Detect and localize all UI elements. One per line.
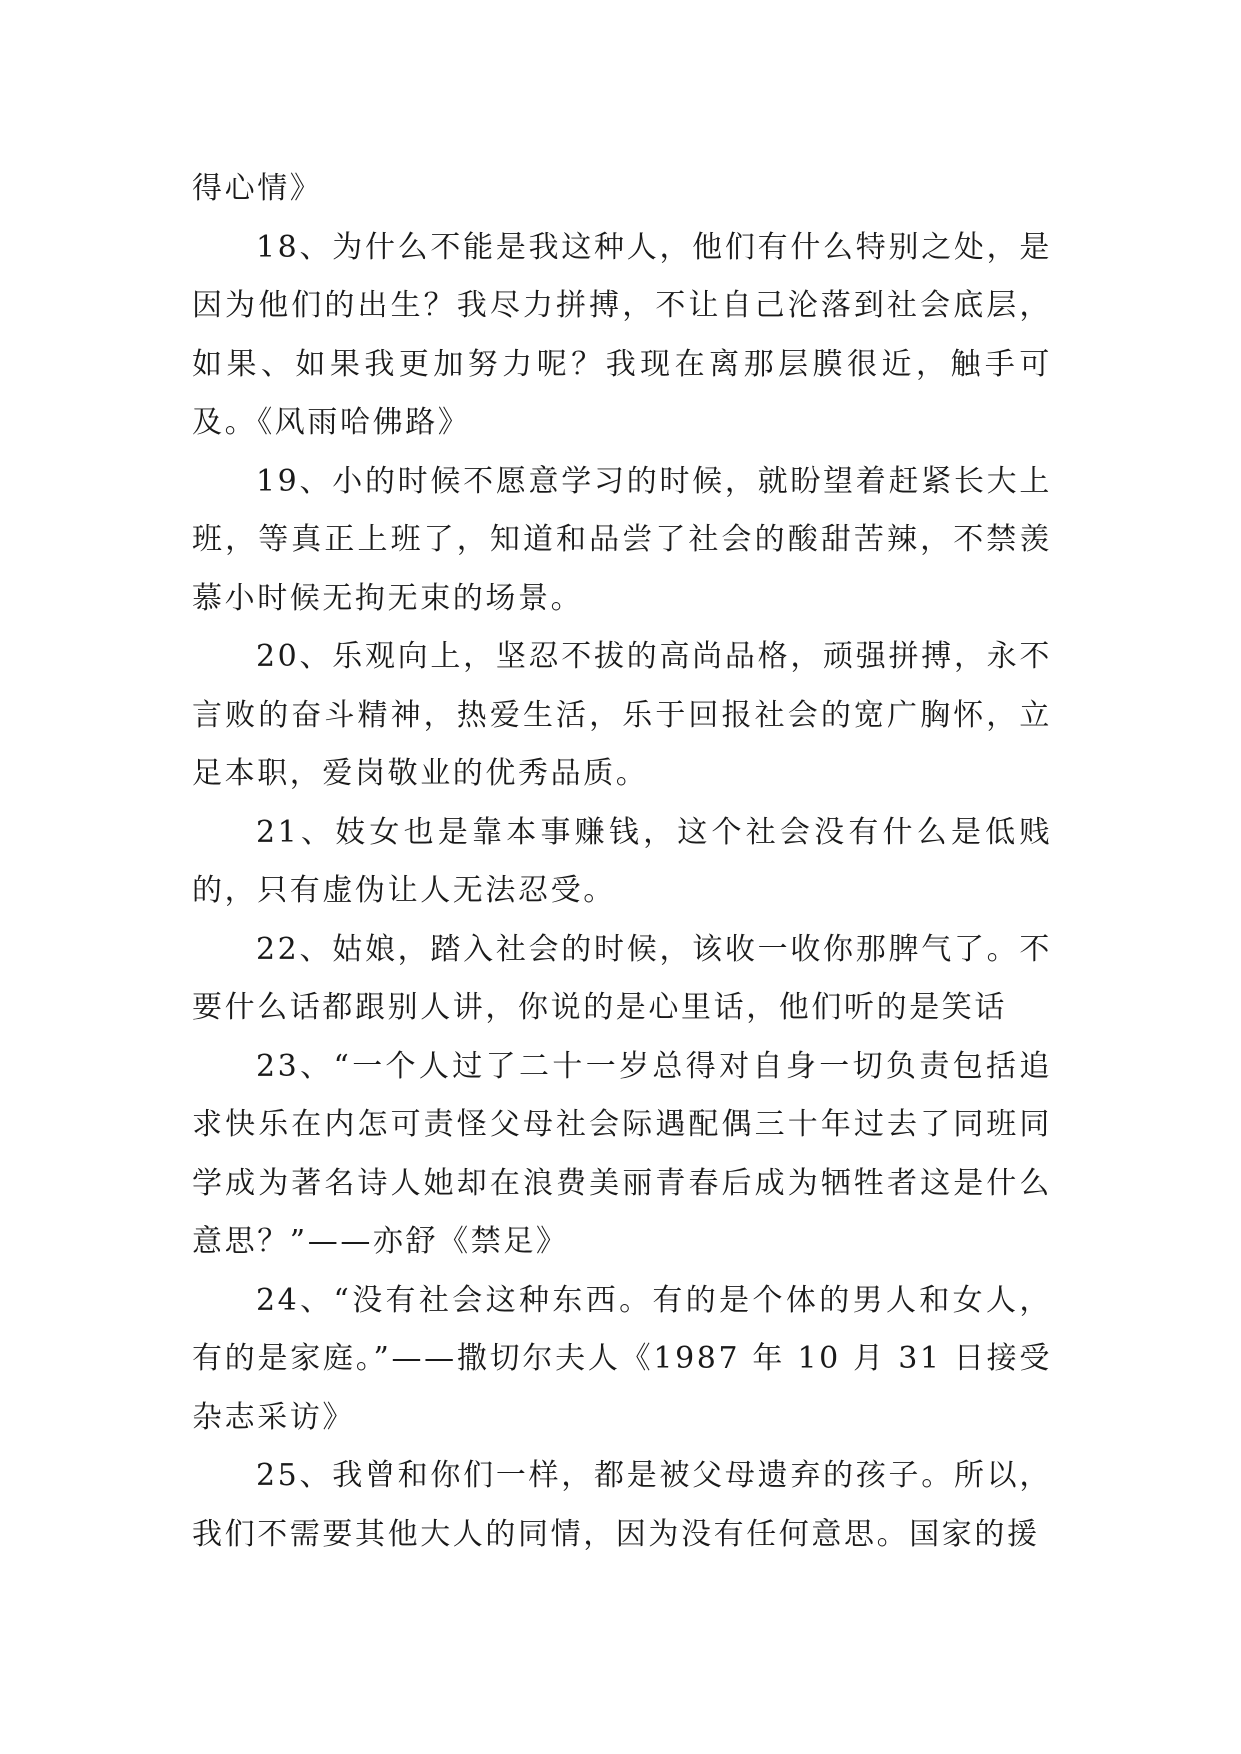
paragraph-item-23: 23、“一个人过了二十一岁总得对自身一切负责包括追求快乐在内怎可责怪父母社会际遇配偶三十年过去了同班同学成为著名诗人她却在浪费美丽青春后成为牺牲者这是什么意思？”——亦舒《禁足》 [192,1048,1052,1259]
paragraph-item-18: 18、为什么不能是我这种人，他们有什么特别之处，是因为他们的出生？我尽力拼搏，不让自己沦落到社会底层，如果、如果我更加努力呢？我现在离那层膜很近，触手可及。《风雨哈佛路》 [192,229,1052,440]
paragraph-item-20: 20、乐观向上，坚忍不拔的高尚品格，顽强拼搏，永不言败的奋斗精神，热爱生活，乐于回报社会的宽广胸怀，立足本职，爱岗敬业的优秀品质。 [192,639,1052,791]
paragraph-item-19: 19、小的时候不愿意学习的时候，就盼望着赶紧长大上班，等真正上班了，知道和品尝了社会的酸甜苦辣，不禁羡慕小时候无拘无束的场景。 [192,463,1052,616]
document-body [192,160,1052,1564]
paragraph-item-21: 21、妓女也是靠本事赚钱，这个社会没有什么是低贱的，只有虚伪让人无法忍受。 [192,814,1052,908]
paragraph-item-24: 24、“没有社会这种东西。有的是个体的男人和女人，有的是家庭。”——撒切尔夫人《1987 年 10 月 31 日接受杂志采访》 [192,1282,1052,1435]
paragraph-item-25: 25、我曾和你们一样，都是被父母遗弃的孩子。所以，我们不需要其他大人的同情，因为没有任何意思。国家的援 [192,1458,1052,1552]
paragraph-item-22: 22、姑娘，踏入社会的时候，该收一收你那脾气了。不要什么话都跟别人讲，你说的是心里话，他们听的是笑话 [192,931,1052,1025]
paragraph-continuation: 得心情》 [192,171,323,206]
